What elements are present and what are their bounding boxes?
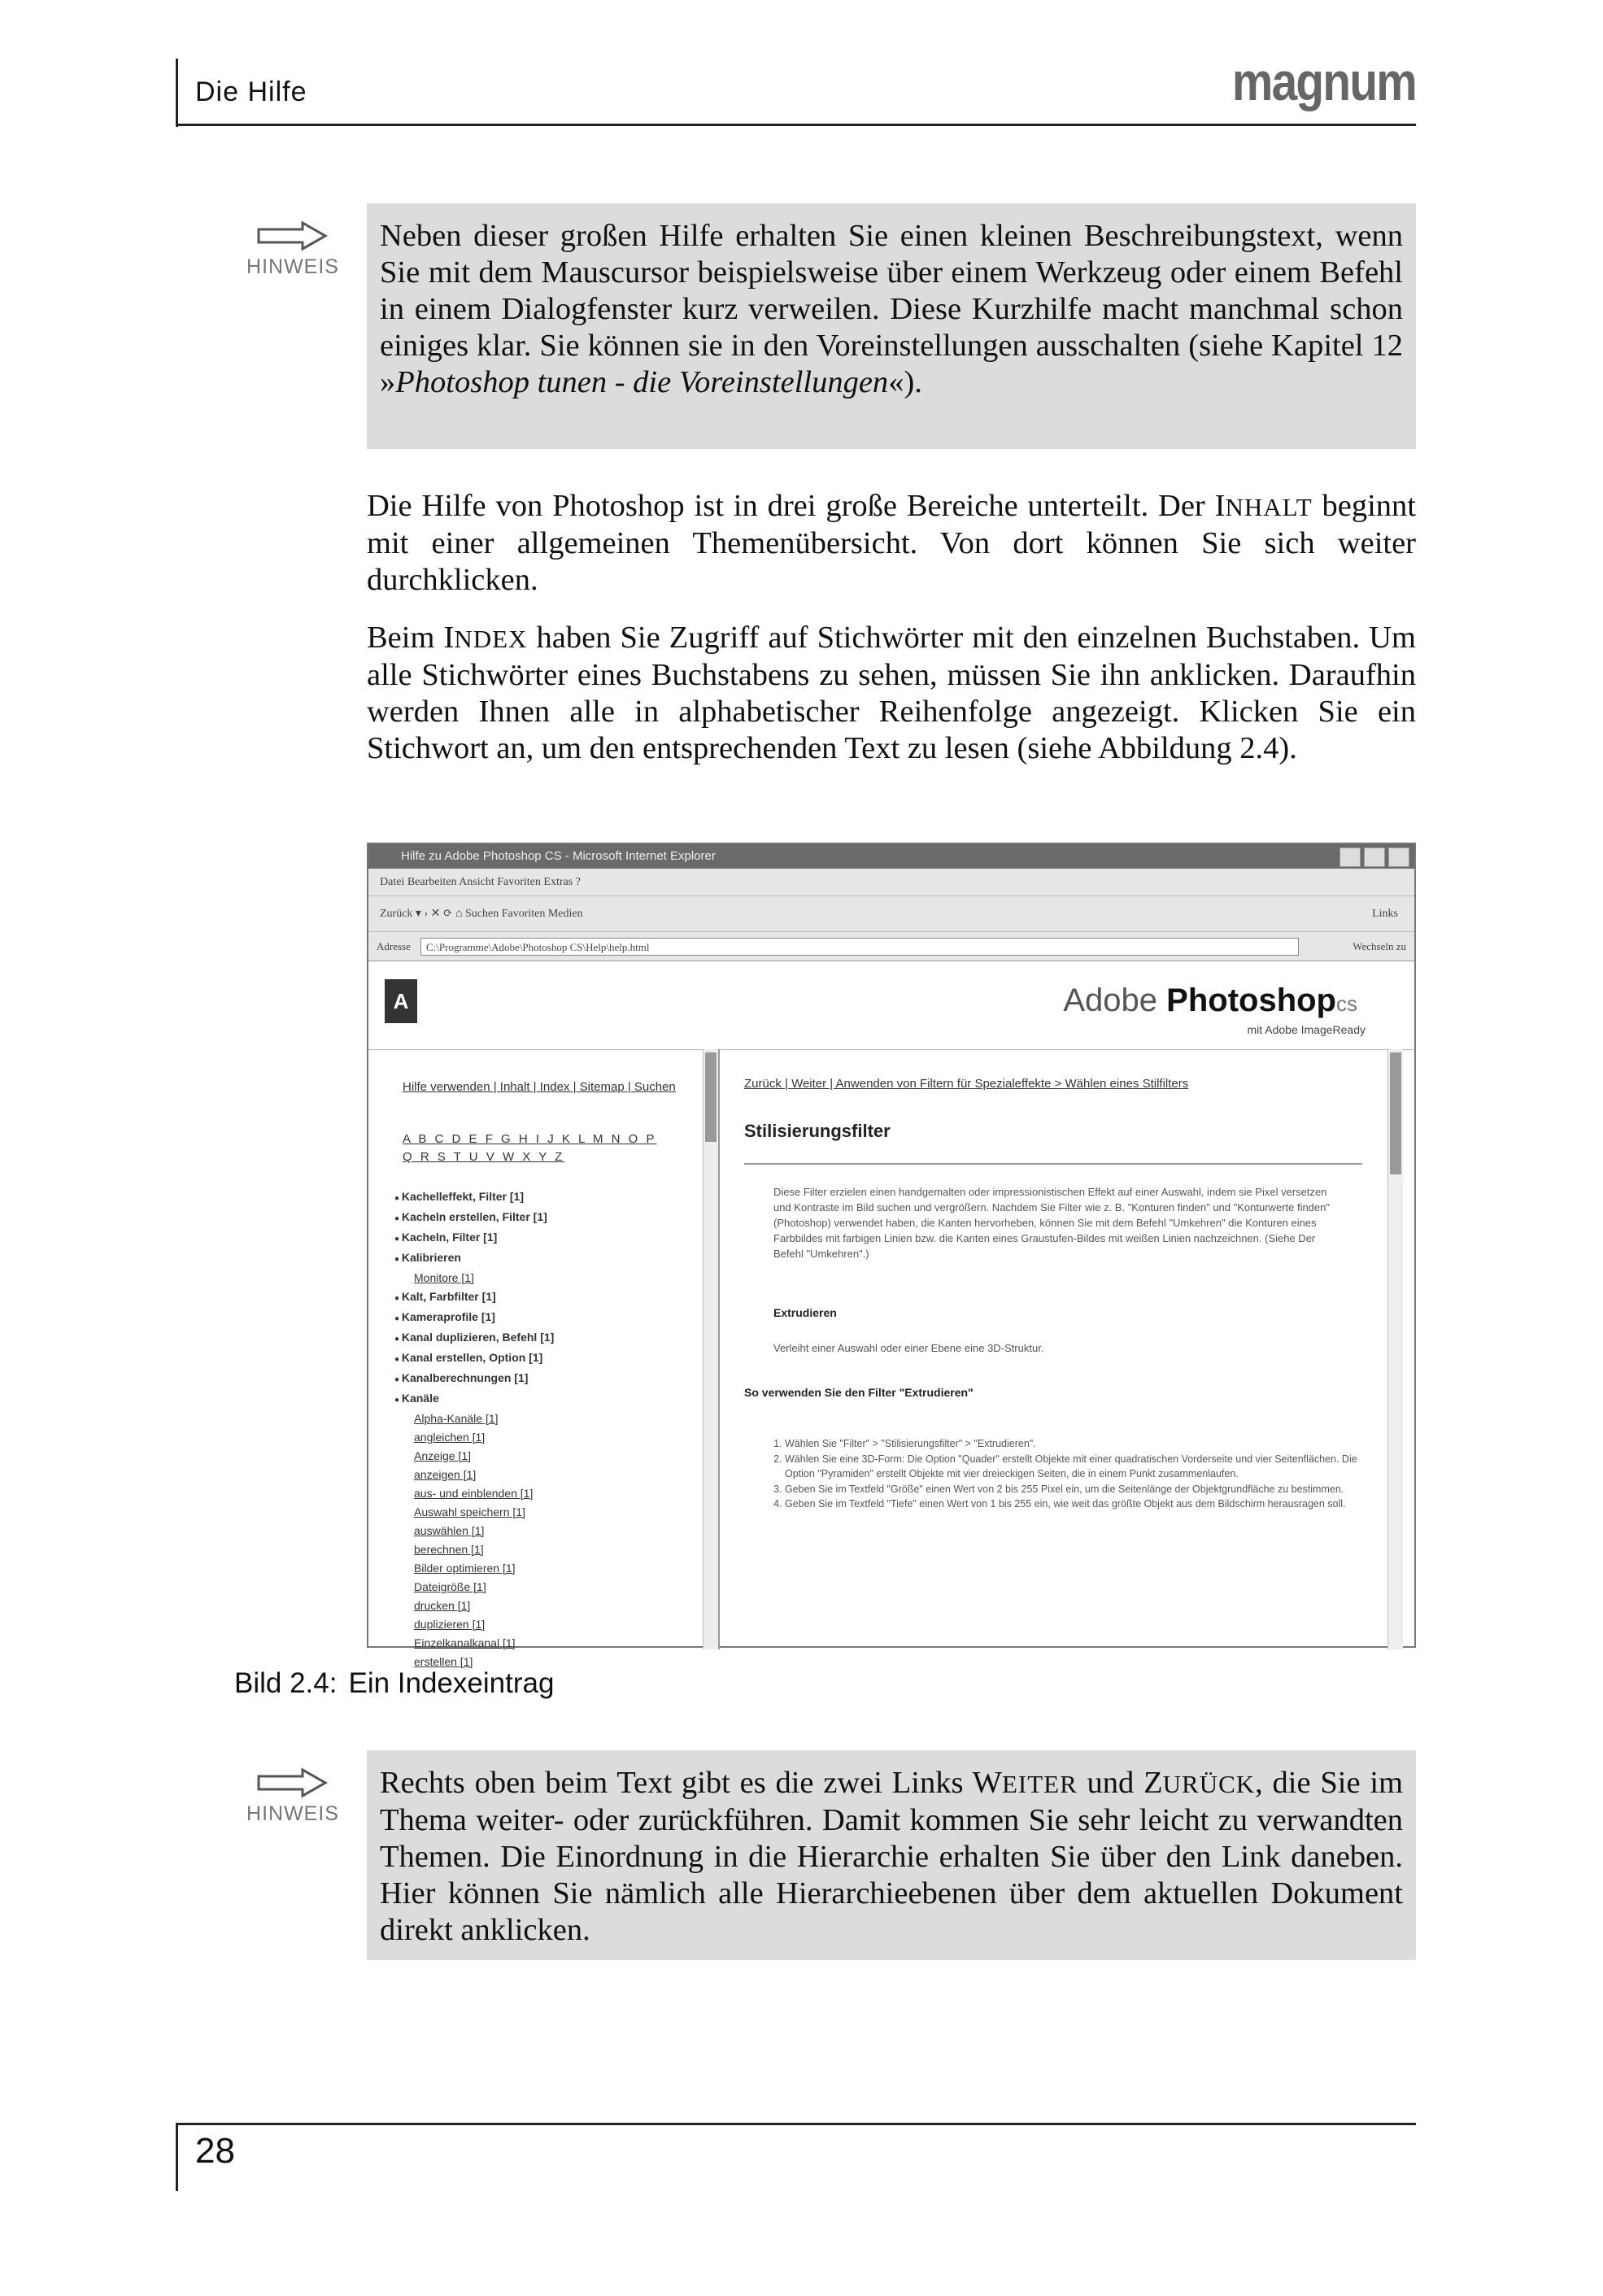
index-subentry[interactable]: Bilder optimieren [1] [414, 1562, 516, 1575]
product-subtitle: mit Adobe ImageReady [1247, 1023, 1366, 1036]
hint-text-end: «). [888, 365, 922, 399]
index-subentry[interactable]: auswählen [1] [414, 1524, 485, 1537]
index-subentry[interactable]: duplizieren [1] [414, 1618, 486, 1631]
index-entry[interactable]: ● Kalibrieren [394, 1248, 679, 1269]
menu-items[interactable]: Datei Bearbeiten Ansicht Favoriten Extras ? [380, 876, 581, 888]
term-smallcaps: EITER [1001, 1770, 1078, 1798]
product-title-bold: Photoshop [1166, 982, 1336, 1018]
maximize-button[interactable] [1364, 847, 1385, 867]
body-text: Diese Filter erzielen einen handgemalten oder impressionistischen Effekt auf einer Auswahl, indem sie Pixel versetzen und Kontraste im Bild suchen und vergrößern. Nachdem Sie Filter wie z. B. "Konturen finden" und "Konturwerte finden" (Photoshop) verwendet haben, die Kanten hervorheben, können Sie mit dem Befehl "Umkehren" die Konturen eines Farbbildes mit farbigen Linien bzw. die Kanten eines Graustufen-Bildes mit weißen Linien nachzeichnen. (Siehe Der Befehl "Umkehren".) [773, 1186, 1330, 1260]
window-controls [1339, 847, 1409, 867]
hint-marker-2 [244, 1765, 342, 1826]
address-bar [368, 932, 1414, 961]
sub-text: Verleiht einer Auswahl oder einer Ebene eine 3D-Struktur. [773, 1342, 1044, 1354]
alphabet-links[interactable]: A B C D E F G H I J K L M N O P Q R S T U V W X Y Z [403, 1132, 657, 1164]
toolbar-buttons[interactable]: Zurück ▾ › ✕ ⟳ ⌂ Suchen Favoriten Medien [380, 908, 583, 920]
hint-text: Neben dieser großen Hilfe erhalten Sie einen kleinen Beschreibungstext, wenn Sie mit dem Mauscursor beispielsweise über einem Werkzeug oder einem Befehl in einem Dialogfenster kurz verweilen. Diese Kurzhilfe macht manchmal schon einiges klar. Sie können sie in den Voreinstellungen ausschalten (siehe Kapitel 12 » [380, 219, 1403, 399]
sub-heading: Extrudieren [773, 1306, 837, 1319]
paragraph-text: beginnt mit einer allgemeinen Themenübersicht. Von dort können Sie sich weiter durchklicken. [367, 489, 1416, 597]
product-title [1063, 982, 1357, 1019]
header-rule-vertical [176, 59, 178, 127]
product-title-light: Adobe [1063, 982, 1167, 1018]
product-title-suffix: cs [1336, 991, 1357, 1016]
index-subentry[interactable]: Auswahl speichern [1] [414, 1505, 525, 1518]
index-subentry[interactable]: drucken [1] [414, 1599, 471, 1612]
term-initial: W [972, 1766, 1002, 1800]
term-smallcaps: NHALT [1225, 493, 1313, 521]
index-subentry[interactable]: erstellen [1] [414, 1655, 473, 1668]
help-nav-links[interactable]: Hilfe verwenden | Inhalt | Index | Sitemap | Suchen [403, 1080, 676, 1094]
index-entry[interactable]: ● Kanalberechnungen [1] [394, 1369, 679, 1389]
term-initial: I [443, 621, 455, 655]
scroll-thumb[interactable] [1390, 1052, 1401, 1174]
index-entry[interactable]: ● Kachelleffekt, Filter [1] [394, 1187, 679, 1208]
step-item: 4. Geben Sie im Textfeld "Tiefe" einen Wert von 1 bis 255 ein, wie weit das größte Objekt aus dem Bildschirm herausragen soll. [785, 1497, 1370, 1512]
hint-text: , die Sie im Thema weiter- oder zurückführen. Damit kommen Sie sehr leicht zu verwandten Themen. Die Einordnung in die Hierarchie erhalten Sie über den Link daneben. Hier können Sie nämlich alle Hierarchieebenen über dem aktuellen Dokument direkt anklicken. [380, 1766, 1404, 1947]
arrow-icon [254, 1765, 332, 1801]
index-subentry[interactable]: Alpha-Kanäle [1] [414, 1412, 499, 1425]
index-subentry[interactable]: angleichen [1] [414, 1431, 486, 1444]
links-button[interactable]: Links [1372, 908, 1398, 920]
caption-number: Bild 2.4: [234, 1667, 338, 1699]
hint-label: HINWEIS [246, 255, 339, 278]
content-scrollbar[interactable] [1387, 1049, 1403, 1649]
address-input[interactable]: C:\Programme\Adobe\Photoshop CS\Help\help.html [420, 938, 1299, 956]
hint-text: und [1077, 1766, 1144, 1800]
index-entry[interactable]: ● Kanal duplizieren, Befehl [1] [394, 1328, 679, 1348]
page-number: 28 [195, 2131, 235, 2171]
content-pane [720, 1049, 1403, 1649]
step-item: 1. Wählen Sie "Filter" > "Stilisierungsfilter" > "Extrudieren". [785, 1436, 1370, 1452]
adobe-logo [385, 979, 417, 1023]
index-subentry[interactable]: Dateigröße [1] [414, 1580, 486, 1593]
hint-text-italic: Photoshop tunen - die Voreinstellungen [395, 365, 889, 399]
paragraph-1 [367, 488, 1416, 599]
hint-box-2 [367, 1750, 1416, 1960]
breadcrumb[interactable]: Zurück | Weiter | Anwenden von Filtern für Spezialeffekte > Wählen eines Stilfilters [744, 1077, 1189, 1091]
hint-marker-1 [244, 218, 342, 279]
go-button[interactable]: Wechseln zu [1353, 940, 1406, 952]
adobe-logo-letter: A [393, 989, 409, 1013]
index-subentry[interactable]: Monitore [1] [414, 1271, 474, 1284]
index-entry[interactable]: ● Kanäle [394, 1389, 679, 1409]
paragraph-text: haben Sie Zugriff auf Stichwörter mit den einzelnen Buchstaben. Um alle Stichwörter eines Buchstabens zu sehen, müssen Sie ihn anklicken. Daraufhin werden Ihnen alle in alphabetischer Reihenfolge angezeigt. Klicken Sie ein Stichwort an, um den entsprechenden Text zu lesen (siehe Abbildung 2.4). [367, 621, 1416, 765]
index-scrollbar[interactable] [703, 1049, 718, 1649]
header-rule [176, 124, 1416, 126]
index-entry[interactable]: ● Kanal erstellen, Option [1] [394, 1348, 679, 1369]
browser-toolbar[interactable] [368, 896, 1414, 932]
footer-rule-vertical [176, 2123, 178, 2191]
index-list [394, 1187, 679, 1671]
index-entry[interactable]: ● Kameraprofile [1] [394, 1308, 679, 1328]
index-subentry[interactable]: Einzelkanalkanal [1] [414, 1636, 516, 1649]
running-head: Die Hilfe [195, 76, 307, 107]
index-entry[interactable]: ● Kacheln erstellen, Filter [1] [394, 1208, 679, 1228]
figure-caption [234, 1667, 554, 1700]
hint-box-1 [367, 203, 1416, 449]
divider [744, 1163, 1362, 1165]
step-item: 3. Geben Sie im Textfeld "Größe" einen Wert von 2 bis 255 Pixel ein, um die Seitenlänge der Objektgrundfläche zu bestimmen. [785, 1482, 1370, 1497]
menu-bar[interactable] [368, 869, 1414, 896]
paragraph-text: Die Hilfe von Photoshop ist in drei große Bereiche unterteilt. Der [367, 489, 1215, 523]
index-entry[interactable]: ● Kalt, Farbfilter [1] [394, 1287, 679, 1308]
address-label: Adresse [377, 940, 411, 952]
index-pane [368, 1049, 720, 1668]
brand-logo: magnum [1231, 51, 1416, 111]
caption-text: Ein Indexeintrag [348, 1667, 555, 1699]
figure-screenshot [367, 843, 1416, 1668]
page-heading: Stilisierungsfilter [744, 1121, 891, 1141]
howto-heading: So verwenden Sie den Filter "Extrudieren" [744, 1386, 974, 1399]
term-smallcaps: URÜCK [1162, 1770, 1256, 1798]
steps-list [760, 1436, 1370, 1512]
minimize-button[interactable] [1339, 847, 1361, 867]
paragraph-2 [367, 620, 1416, 767]
paragraph-text: Beim [367, 621, 444, 655]
window-titlebar [368, 844, 1414, 869]
close-button[interactable] [1388, 847, 1409, 867]
step-item: 2. Wählen Sie eine 3D-Form: Die Option "Quader" erstellt Objekte mit einer quadratischen Vorderseite und vier Seitenflächen. Die Option "Pyramiden" erstellt Objekte mit vier dreieckigen Seiten, die in einem Punkt zusammenlaufen. [785, 1452, 1370, 1482]
scroll-thumb[interactable] [705, 1052, 717, 1142]
footer-rule [176, 2123, 1416, 2125]
index-subentry[interactable]: berechnen [1] [414, 1543, 484, 1556]
index-entry[interactable]: ● Kacheln, Filter [1] [394, 1228, 679, 1248]
window-title: Hilfe zu Adobe Photoshop CS - Microsoft Internet Explorer [401, 849, 716, 863]
term-initial: I [1214, 489, 1226, 523]
index-subentry[interactable]: Anzeige [1] [414, 1449, 472, 1462]
index-subentry[interactable]: aus- und einblenden [1] [414, 1487, 534, 1500]
index-subentry[interactable]: anzeigen [1] [414, 1468, 477, 1481]
arrow-icon [254, 218, 332, 254]
hint-label: HINWEIS [246, 1802, 339, 1825]
help-banner [368, 961, 1414, 1050]
hint-text: Rechts oben beim Text gibt es die zwei Links [380, 1766, 973, 1800]
term-smallcaps: NDEX [454, 625, 528, 653]
term-initial: Z [1143, 1766, 1163, 1800]
